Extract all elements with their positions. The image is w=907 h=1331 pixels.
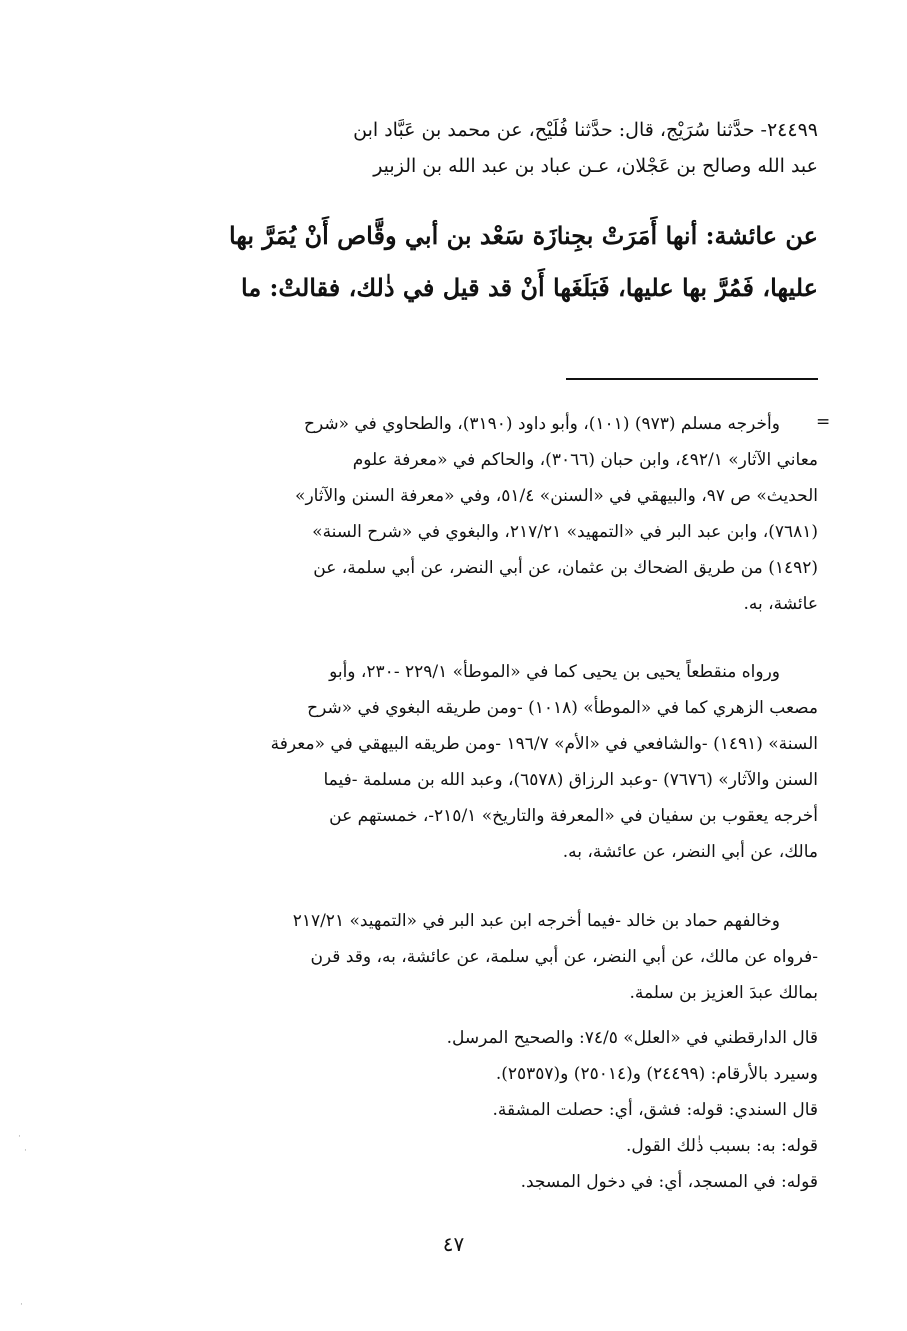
matn-line: عليها، فَمُرَّ بها عليها، فَبَلَغَها أَنْ قد قيل في ذٰلك، فقالتْ: ما bbox=[241, 273, 818, 302]
scan-speck: · bbox=[18, 1132, 21, 1142]
footnote-paragraph bbox=[88, 903, 818, 1011]
footnote-line: (١٤٩٢) من طريق الضحاك بن عثمان، عن أبي النضر، عن أبي سلمة، عن bbox=[313, 558, 818, 578]
footnote-note: قال السندي: قوله: فشق، أي: حصلت المشقة. bbox=[492, 1100, 818, 1120]
matn-line: عن عائشة: أنها أَمَرَتْ بجِنازَة سَعْد بن أبي وقَّاص أَنْ يُمَرَّ بها bbox=[228, 221, 818, 250]
hadith-isnad bbox=[88, 112, 818, 184]
footnote-separator bbox=[566, 378, 818, 380]
footnote-line: بمالك عبدَ العزيز بن سلمة. bbox=[629, 983, 818, 1003]
footnote-line: مالك، عن أبي النضر، عن عائشة، به. bbox=[562, 842, 818, 862]
scan-speck: · bbox=[24, 1146, 27, 1156]
footnote-notes bbox=[88, 1020, 818, 1200]
footnote-line: مصعب الزهري كما في «الموطأ» (١٠١٨) -ومن طريقه البغوي في «شرح bbox=[307, 698, 818, 718]
footnote-line: السنن والآثار» (٧٦٧٦) -وعبد الرزاق (٦٥٧٨)، وعبد الله بن مسلمة -فيما bbox=[323, 770, 818, 790]
footnote-line: عائشة، به. bbox=[743, 594, 818, 614]
footnote-paragraph bbox=[88, 406, 818, 622]
footnote-line: السنة» (١٤٩١) -والشافعي في «الأم» ١٩٦/٧ -ومن طريقه البيهقي في «معرفة bbox=[270, 734, 818, 754]
footnote-line: (٧٦٨١)، وابن عبد البر في «التمهيد» ٢١٧/٢١، والبغوي في «شرح السنة» bbox=[312, 522, 818, 542]
footnote-paragraph bbox=[88, 654, 818, 870]
scan-speck: · bbox=[20, 1300, 23, 1310]
page-number: ٤٧ bbox=[442, 1232, 465, 1256]
footnote-note: قوله: في المسجد، أي: في دخول المسجد. bbox=[520, 1172, 818, 1192]
hadith-matn bbox=[88, 210, 818, 314]
footnote-line: معاني الآثار» ٤٩٢/١، وابن حبان (٣٠٦٦)، والحاكم في «معرفة علوم bbox=[352, 450, 818, 470]
footnote-line: ورواه منقطعاً يحيى بن يحيى كما في «الموطأ» ٢٢٩/١ -٢٣٠، وأبو bbox=[329, 662, 780, 682]
footnote-line: -فرواه عن مالك، عن أبي النضر، عن أبي سلمة، عن عائشة، به، وقد قرن bbox=[310, 947, 818, 967]
isnad-line: عبد الله وصالح بن عَجْلان، عـن عباد بن عبد الله بن الزبير bbox=[373, 155, 818, 177]
footnote-line: أخرجه يعقوب بن سفيان في «المعرفة والتاريخ» ٢١٥/١-، خمستهم عن bbox=[329, 806, 818, 826]
footnote-line: وأخرجه مسلم (٩٧٣) (١٠١)، وأبو داود (٣١٩٠)، والطحاوي في «شرح bbox=[304, 414, 780, 434]
footnote-note: قوله: به: بسبب ذٰلك القول. bbox=[626, 1136, 818, 1156]
footnote-line: وخالفهم حماد بن خالد -فيما أخرجه ابن عبد البر في «التمهيد» ٢١٧/٢١ bbox=[292, 911, 780, 931]
footnote-note: وسيرد بالأرقام: (٢٤٤٩٩) و(٢٥٠١٤) و(٢٥٣٥٧). bbox=[495, 1064, 818, 1084]
footnote-line: الحديث» ص ٩٧، والبيهقي في «السنن» ٥١/٤، وفي «معرفة السنن والآثار» bbox=[295, 486, 818, 506]
continuation-mark: = bbox=[816, 412, 831, 432]
footnote-note: قال الدارقطني في «العلل» ٧٤/٥: والصحيح المرسل. bbox=[446, 1028, 818, 1048]
isnad-line: ٢٤٤٩٩- حدَّثنا سُرَيْج، قال: حدَّثنا فُلَيْح، عن محمد بن عَبَّاد ابن bbox=[353, 119, 818, 141]
